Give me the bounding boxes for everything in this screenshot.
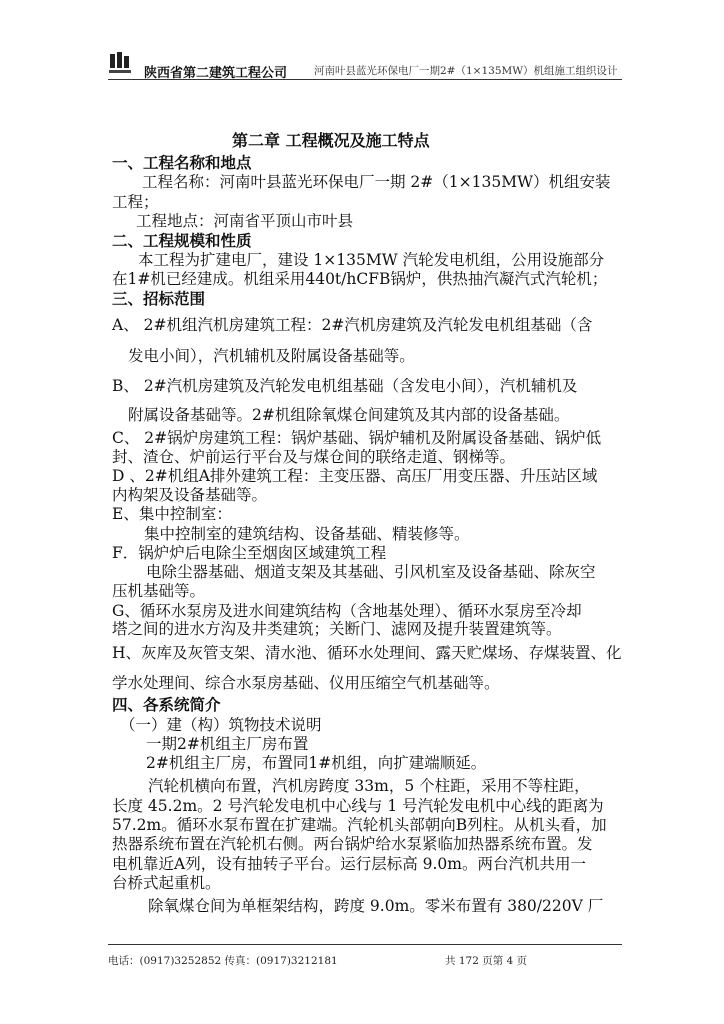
paragraph-line: 长度 45.2m。2 号汽轮发电机中心线与 1 号汽轮发电机中心线的距离为	[112, 797, 604, 815]
paragraph-line: 工程地点：河南省平顶山市叶县	[136, 212, 354, 230]
footer-contact: 电话：(0917)3252852 传真：(0917)3212181	[108, 955, 338, 967]
chapter-title: 第二章 工程概况及施工特点	[232, 131, 430, 150]
project-title: 河南叶县蓝光环保电厂一期2#（1×135MW）机组施工组织设计	[314, 65, 618, 77]
section-heading-4: 四、各系统简介	[112, 696, 221, 714]
list-item-g: G、循环水泵房及进水间建筑结构（含地基处理）、循环水泵房至冷却	[112, 602, 582, 620]
paragraph-line: 57.2m。循环水泵布置在扩建端。汽轮机头部朝向B列柱。从机头看，加	[112, 816, 607, 834]
list-item-f-cont2: 压机基础等。	[112, 582, 206, 600]
list-item-g-cont: 塔之间的进水方沟及井类建筑；关断门、滤网及提升装置建筑等。	[112, 620, 562, 638]
header-rule	[108, 79, 622, 80]
paragraph-line: 本工程为扩建电厂，建设 1×135MW 汽轮发电机组，公用设施部分	[138, 251, 605, 269]
list-item-a: A、 2#机组汽机房建筑工程：2#汽机房建筑及汽轮发电机组基础（含	[112, 316, 593, 334]
list-item-e-cont: 集中控制室的建筑结构、设备基础、精装修等。	[144, 525, 470, 543]
list-item-f-cont: 电除尘器基础、烟道支架及其基础、引风机室及设备基础、除灰空	[146, 563, 596, 581]
paragraph-line: 热器系统布置在汽轮机右侧。两台锅炉给水泵紧临加热器系统布置。发	[112, 835, 593, 853]
section-heading-1: 一、工程名称和地点	[112, 154, 252, 172]
paragraph-line: 一期2#机组主厂房布置	[146, 735, 309, 753]
subsection-heading: （一）建（构）筑物技术说明	[120, 716, 322, 734]
footer-rule	[108, 944, 622, 945]
company-logo	[108, 50, 132, 76]
paragraph-line: 2#机组主厂房，布置同1#机组，向扩建端顺延。	[146, 754, 487, 772]
list-item-a-cont: 发电小间），汽机辅机及附属设备基础等。	[128, 347, 415, 365]
paragraph-line: 在1#机已经建成。机组采用440t/hCFB锅炉，供热抽汽凝汽式汽轮机；	[112, 270, 608, 288]
list-item-d-cont: 内构架及设备基础等。	[112, 486, 268, 504]
paragraph-line: 工程名称：河南叶县蓝光环保电厂一期 2#（1×135MW）机组安装	[142, 173, 611, 191]
paragraph-line: 汽轮机横向布置，汽机房跨度 33m，5 个柱距，采用不等柱距，	[148, 777, 590, 795]
list-item-h: H、灰库及灰管支架、清水池、循环水处理间、露天贮煤场、存煤装置、化	[112, 644, 622, 662]
footer-page-number: 共 172 页第 4 页	[445, 955, 528, 967]
paragraph-line: 台桥式起重机。	[112, 874, 221, 892]
list-item-b-cont: 附属设备基础等。2#机组除氧煤仓间建筑及其内部的设备基础。	[128, 406, 570, 424]
list-item-e: E、集中控制室：	[112, 505, 232, 523]
company-name: 陕西省第二建筑工程公司	[144, 66, 288, 81]
paragraph-line: 电机靠近A列，设有抽转子平台。运行层标高 9.0m。两台汽机共用一	[112, 855, 586, 873]
section-heading-2: 二、工程规模和性质	[112, 232, 252, 250]
list-item-d: D 、2#机组A排外建筑工程：主变压器、高压厂用变压器、升压站区域	[112, 467, 598, 485]
list-item-c: C、 2#锅炉房建筑工程：锅炉基础、锅炉辅机及附属设备基础、锅炉低	[112, 429, 602, 447]
section-heading-3: 三、招标范围	[112, 290, 206, 308]
paragraph-line: 工程；	[112, 193, 159, 211]
list-item-b: B、 2#汽机房建筑及汽轮发电机组基础（含发电小间），汽机辅机及	[112, 377, 578, 395]
paragraph-line: 除氧煤仓间为单框架结构，跨度 9.0m。零米布置有 380/220V 厂	[148, 897, 604, 915]
list-item-f: F．锅炉炉后电除尘至烟囱区域建筑工程	[112, 544, 387, 562]
list-item-h-cont: 学水处理间、综合水泵房基础、仪用压缩空气机基础等。	[112, 674, 500, 692]
page-header	[108, 44, 622, 80]
list-item-c-cont: 封、渣仓、炉前运行平台及与煤仓间的联络走道、钢梯等。	[112, 448, 516, 466]
